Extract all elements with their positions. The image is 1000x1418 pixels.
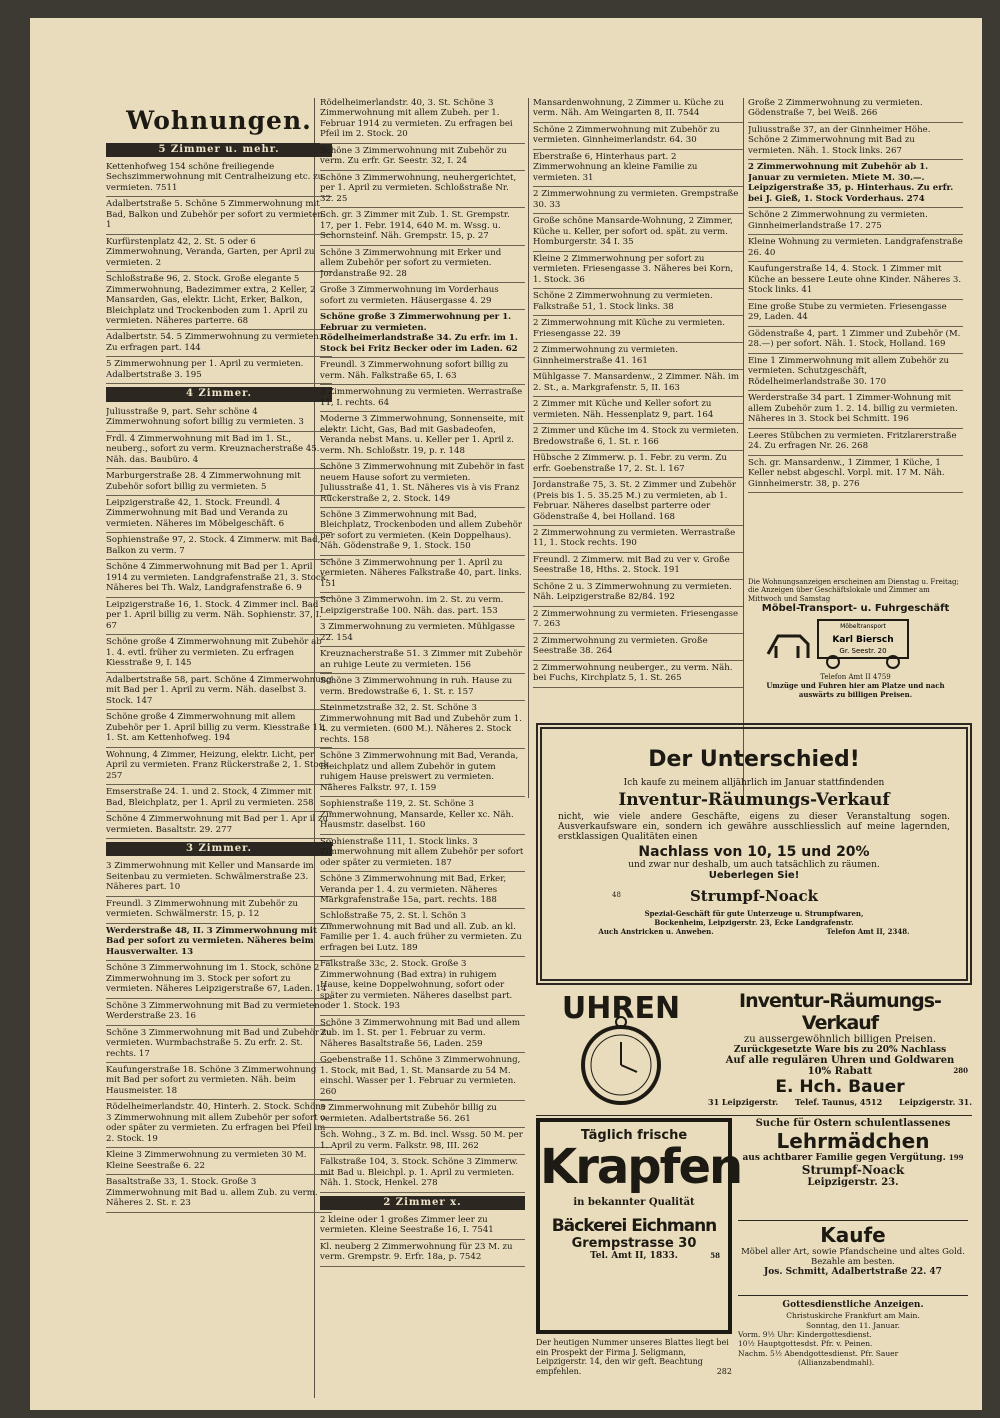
ad-phone-row: [540, 1251, 728, 1261]
ad-list: [748, 96, 963, 493]
notice-line: 10½ Hauptgottesdst. Pfr. v. Peinen.: [738, 1339, 873, 1349]
classified-ad: Gödenstraße 4, part. 1 Zimmer und Zubehör (M. 28.—) per sofort. Näh. 1. Stock, Holland. 169: [748, 327, 963, 354]
classified-ad: Schöne 3 Zimmerwohnung mit Bad und Zubehör zu vermieten. Wurmbachstraße 5. Zu erfr. 2. St. rechts. 17: [106, 1026, 332, 1063]
classified-ad: Große 2 Zimmerwohnung zu vermieten. Gödenstraße 7, bei Weiß. 266: [748, 96, 963, 123]
classified-ad: Schöne 3 Zimmerwohnung mit Zubehör zu verm. Zu erfr. Gr. Seestr. 32, I. 24: [320, 144, 525, 171]
lehrmaedchen-ad: [738, 1118, 968, 1221]
page-title: Wohnungen.: [126, 106, 312, 135]
notice-line: Nachm. 5½ Abendgottesdienst. Pfr. Sauer: [738, 1348, 899, 1358]
classified-ad: Jordanstraße 75, 3. St. 2 Zimmer und Zubehör (Preis bis 1. 5. 35.25 M.) zu vermieten, ab 1. Februar. Näheres daselbst parterre oder Gödenstraße 4, bei Holland. 168: [533, 478, 743, 526]
notice-title: Gottesdienstliche Anzeigen.: [782, 1300, 924, 1310]
ad-text: zu aussergewöhnlich billigen Preisen.: [743, 1034, 937, 1045]
classified-ad: Falkstraße 104, 3. Stock. Schöne 3 Zimmerw. mit Bad u. Bleichpl. p. 1. April zu vermieten. Näh. 1. Stock, Henkel. 278: [320, 1155, 525, 1192]
classified-ad: 2 Zimmerwohnung zu vermieten. Große Seestraße 38. 264: [533, 634, 743, 661]
bauer-ad: [536, 990, 972, 1116]
column-rule: [743, 98, 744, 798]
ad-firm: E. Hch. Bauer: [775, 1077, 905, 1097]
column-3: [533, 96, 743, 716]
krapfen-ad: [536, 1118, 742, 1334]
classified-ad: Marburgerstraße 28. 4 Zimmerwohnung mit Zubehör sofort billig zu vermieten. 5: [106, 469, 332, 496]
classified-ad: 2 kleine oder 1 großes Zimmer leer zu vermieten. Kleine Seestraße 16, I. 7541: [320, 1213, 525, 1240]
classified-ad: Wohnung, 4 Zimmer, Heizung, elektr. Licht, per April zu vermieten. Franz Rückerstraße 2, 1. Stock. 257: [106, 748, 332, 785]
ad-discount: 10% Rabatt: [807, 1066, 873, 1077]
ad-text: Bockenheim, Leipzigerstr. 23, Ecke Landgrafenstr.: [654, 918, 854, 927]
classified-ad: Freundl. 2 Zimmerw. mit Bad zu ver v. Große Seestraße 18, Hths. 2. Stock. 191: [533, 553, 743, 580]
ad-address: Leipzigerstr. 23.: [807, 1177, 899, 1188]
classified-ad: Schöne 4 Zimmerwohnung mit Bad per 1. April 1914 zu vermieten. Landgrafenstraße 21, 3. Stock. Näheres bei Th. Walz, Landgrafenstraße 6. 9: [106, 560, 332, 597]
ad-number: 47: [929, 1267, 942, 1277]
classified-ad: Sophienstraße 97, 2. Stock. 4 Zimmerw. mit Bad, Balkon zu verm. 7: [106, 533, 332, 560]
classified-ad: 2 Zimmerwohnung neuberger., zu verm. Näh. bei Fuchs, Kirchplatz 5, 1. St. 265: [533, 661, 743, 688]
classified-ad: Eberstraße 6, Hinterhaus part. 2 Zimmerwohnung an kleine Familie zu vermieten. 31: [533, 150, 743, 187]
classified-ad: Große 3 Zimmerwohnung im Vorderhaus sofort zu vermieten. Häusergasse 4. 29: [320, 283, 525, 310]
classified-ad: Sch. Wohng., 3 Z. m. Bd. incl. Wssg. 50 M. per 1. April zu verm. Falkstr. 98, III. 262: [320, 1128, 525, 1155]
classified-ad: Juliusstraße 9, part. Sehr schöne 4 Zimmerwohnung sofort billig zu vermieten. 3: [106, 405, 332, 432]
classified-ad: Schöne 2 Zimmerwohnung mit Zubehör zu vermieten. Ginnheimerlandstr. 64. 30: [533, 123, 743, 150]
ad-text: Täglich frische: [580, 1128, 688, 1143]
ad-text: Suche für Ostern schulentlassenes: [755, 1118, 951, 1129]
classified-ad: Kreuznacherstraße 51. 3 Zimmer mit Zubehör an ruhige Leute zu vermieten. 156: [320, 647, 525, 674]
classified-ad: Schloßstraße 75, 2. St. l. Schön 3 Zimmerwohnung mit Bad und all. Zub. an kl. Familie per 1. 4. auch früher zu vermieten. Zu erfragen bei Lutz. 189: [320, 909, 525, 957]
ad-number: 280: [953, 1066, 968, 1075]
classified-ad: Freundl. 3 Zimmerwohnung sofort billig zu verm. Näh. Falkstraße 65, I. 63: [320, 358, 525, 385]
classified-ad: 3 Zimmerwohnung zu vermieten. Mühlgasse 22. 154: [320, 620, 525, 647]
ad-number: 199: [948, 1153, 964, 1162]
ad-title: Der Unterschied!: [648, 747, 860, 772]
ad-list: [106, 859, 332, 1213]
classified-ad: Kleine 2 Zimmerwohnung per sofort zu vermieten. Friesengasse 3. Näheres bei Korn, 1. Stock. 36: [533, 252, 743, 289]
wagon-name: Karl Biersch: [832, 635, 894, 645]
ad-headline: Krapfen: [540, 1139, 742, 1195]
newspaper-page: [30, 18, 982, 1410]
ad-text: in bekannter Qualität: [573, 1197, 695, 1208]
ad-number: 282: [716, 1366, 732, 1376]
classified-ad: Schöne 3 Zimmerwohn. im 2. St. zu verm. Leipzigerstraße 100. Näh. das. part. 153: [320, 593, 525, 620]
classified-ad: Frdl. 4 Zimmerwohnung mit Bad im 1. St., neuberg., sofort zu verm. Kreuznacherstraße 45. Näh. das. Baubüro. 4: [106, 432, 332, 469]
classified-ad: Schöne 3 Zimmerwohnung mit Bad und allem Zub. im 1. St. per 1. Februar zu verm. Näheres Basaltstraße 56, Laden. 259: [320, 1016, 525, 1053]
classified-ad: Adalbertstraße 5. Schöne 5 Zimmerwohnung mit Bad, Balkon und Zubehör per sofort zu vermieten. 1: [106, 197, 332, 234]
classified-ad: Schöne große 4 Zimmerwohnung mit allem Zubehör per 1. April billig zu verm. Kiesstraße 11, 1. St. am Kettenhofweg. 194: [106, 710, 332, 747]
section-header: 5 Zimmer u. mehr.: [106, 143, 332, 157]
wagon-address: Gr. Seestr. 20: [839, 647, 887, 655]
ad-address: Leipzigerstr. 31.: [898, 1097, 972, 1107]
ad-phone: Telefon Amt II 4759: [820, 673, 891, 681]
classified-ad: 3 Zimmerwohnung mit Keller und Mansarde im Seitenbau zu vermieten. Schwälmerstraße 23. Näheres part. 10: [106, 859, 332, 896]
ad-text: Auf alle regulären Uhren und Goldwaren: [725, 1055, 955, 1066]
classified-ad: Schloßstraße 96, 2. Stock. Große elegante 5 Zimmerwohnung, Badezimmer extra, 2 Keller, 2 Mansarden, Gas, elektr. Licht, Erker, Balkon, Bleichplatz und Trockenboden zum 1. April zu vermieten. Näheres parterre. 68: [106, 272, 332, 330]
classified-ad: Adalbertstraße 58, part. Schöne 4 Zimmerwohnung mit Bad per 1. April zu verm. Näh. daselbst 3. Stock. 147: [106, 673, 332, 710]
classified-ad: Schöne 2 Zimmerwohnung zu vermieten. Falkstraße 51, 1. Stock links. 38: [533, 289, 743, 316]
uhren-lettering: UHREN: [561, 991, 681, 1026]
classified-ad: 2 Zimmer mit Küche und Keller sofort zu vermieten. Näh. Hessenplatz 9, part. 164: [533, 397, 743, 424]
notice-date: Sonntag, den 11. Januar.: [806, 1320, 900, 1330]
column-4: [748, 96, 963, 576]
classified-ad: Schöne 3 Zimmerwohnung mit Zubehör in fast neuem Hause sofort zu vermieten. Juliusstraße 41, 1. St. Näheres vis à vis Franz Rückerstraße 2, 2. Stock. 149: [320, 460, 525, 508]
ad-headline: Lehrmädchen: [776, 1129, 930, 1153]
ad-text: Möbel aller Art, sowie Pfandscheine und altes Gold. Bezahle am besten.: [741, 1247, 965, 1267]
ad-text: Zurückgesetzte Ware bis zu 20% Nachlass: [733, 1045, 947, 1055]
classified-ad: Schöne 3 Zimmerwohnung, neuhergerichtet, per 1. April zu vermieten. Schloßstraße Nr. 32. 25: [320, 171, 525, 208]
section-header: 2 Zimmer x.: [320, 1196, 525, 1210]
notice-subtitle: Christuskirche Frankfurt am Main.: [786, 1311, 920, 1321]
ad-discount: Nachlass von 10, 15 und 20%: [638, 844, 870, 860]
wagon-label: Möbeltransport: [840, 623, 886, 630]
publication-notice: Die Wohnungsanzeigen erscheinen am Dienstag u. Freitag; die Anzeigen über Geschäftslokale und Zimmer am Mittwoch und Samstag: [748, 578, 959, 603]
ad-text: aus achtbarer Familie gegen Vergütung.: [742, 1153, 946, 1163]
classified-ad: Schöne 3 Zimmerwohnung im 1. Stock, schöne 2 Zimmerwohnung im 3. Stock per sofort zu vermieten. Näheres Leipzigerstraße 67, Laden. 14: [106, 961, 332, 998]
classified-ad: Schöne 4 Zimmerwohnung mit Bad per 1. Apr il zu vermieten. Basaltstr. 29. 277: [106, 812, 332, 839]
classified-ad: Schöne 3 Zimmerwohnung mit Erker und allem Zubehör per sofort zu vermieten. Jordanstraße 92. 28: [320, 246, 525, 283]
classified-ad: Schöne 3 Zimmerwohnung in ruh. Hause zu verm. Bredowstraße 6, 1. St. r. 157: [320, 674, 525, 701]
column-rule: [528, 98, 529, 798]
pocket-watch-illustration: [536, 990, 706, 1115]
ad-text: Ich kaufe zu meinem alljährlich im Januar stattfindenden: [623, 778, 885, 788]
classified-ad: Schöne 3 Zimmerwohnung mit Bad, Bleichplatz, Trockenboden und allem Zubehör per sofort zu vermieten. (Kein Doppelhaus). Näh. Gödenstraße 9, 1. Stock. 150: [320, 508, 525, 556]
classified-ad: Schöne 2 Zimmerwohnung zu vermieten. Ginnheimerlandstraße 17. 275: [748, 208, 963, 235]
classified-ad: 3 Zimmerwohnung zu vermieten. Werrastraße 11, I. rechts. 64: [320, 385, 525, 412]
ad-text: Der heutigen Nummer unseres Blattes liegt bei ein Prospekt der Firma J. Seligmann, Leipzigerstr. 14, den wir geft. Beachtung empfehlen.: [536, 1338, 729, 1376]
ad-number: 48: [612, 891, 621, 899]
ad-text: und zwar nur deshalb, um auch tatsächlich zu räumen.: [628, 860, 880, 870]
classified-ad: 2 Zimmer und Küche im 4. Stock zu vermieten. Bredowstraße 6, 1. St. r. 166: [533, 424, 743, 451]
ad-address: 31 Leipzigerstr.: [708, 1097, 779, 1107]
seligmann-note: [536, 1338, 732, 1376]
ad-headline: Kaufe: [820, 1223, 886, 1247]
classified-ad: Rödelheimerlandstr. 40, 3. St. Schöne 3 Zimmerwohnung mit allem Zubeh. per 1. Februar 1914 zu vermieten. Zu erfragen bei Pfeil im 2. Stock. 20: [320, 96, 525, 144]
ad-address: Grempstrasse 30: [571, 1236, 697, 1251]
ad-firm: Jos. Schmitt, Adalbertstraße 22.: [764, 1267, 927, 1277]
classified-ad: Steinmetzstraße 32, 2. St. Schöne 3 Zimmerwohnung mit Bad und Zubehör zum 1. 4. zu vermieten. (600 M.). Näheres 2. Stock rechts. 158: [320, 701, 525, 749]
ad-text: Umzüge und Fuhren hier am Platze und nach auswärts zu billigen Preisen.: [766, 681, 945, 699]
ad-text: Ueberlegen Sie!: [708, 870, 800, 881]
classified-ad: Schöne 3 Zimmerwohnung mit Bad, Erker, Veranda per 1. 4. zu vermieten. Näheres Markgrafenstraße 15a, part. rechts. 188: [320, 872, 525, 909]
classified-ad: Sch. gr. Mansardenw., 1 Zimmer, 1 Küche, 1 Keller nebst abgeschl. Vorpl. mit. 17 M. Näh. Ginnheimerstr. 38, p. 276: [748, 456, 963, 493]
classified-ad: Schöne 3 Zimmerwohnung mit Bad, Veranda, Bleichplatz und allem Zubehör in gutem ruhigem Hause preiswert zu vermieten. Näheres Falkstr. 97, I. 159: [320, 749, 525, 797]
classified-ad: Kaufungerstraße 14, 4. Stock. 1 Zimmer mit Küche an bessere Leute ohne Kinder. Näheres 3. Stock links. 41: [748, 262, 963, 299]
ad-title: Inventur-Räumungs-Verkauf: [739, 990, 941, 1034]
classified-ad: Sophienstraße 119, 2. St. Schöne 3 Zimmerwohnung, Mansarde, Keller xc. Näh. Hausmstr. daselbst. 160: [320, 797, 525, 834]
ad-phone: Telef. Taunus, 4512: [795, 1097, 883, 1107]
classified-ad: Rödelheimerlandstr. 40, Hinterh. 2. Stock. Schöne 3 Zimmerwohnung mit allem Zubehör per sofort o. oder später zu vermieten. Zu erfragen bei Pfeil im 2. Stock. 19: [106, 1100, 332, 1148]
ad-text: Telefon Amt II, 2348.: [826, 927, 910, 936]
classified-ad: Emserstraße 24. 1. und 2. Stock, 4 Zimmer mit Bad, Bleichplatz, per 1. April zu vermieten. 258: [106, 785, 332, 812]
notice-line: Vorm. 9½ Uhr: Kindergottesdienst.: [738, 1330, 872, 1339]
noack-ad: [536, 723, 972, 985]
ad-firm: Bäckerei Eichmann: [551, 1216, 717, 1236]
classified-ad: Sophienstraße 111, 1. Stock links. 3 Zimmerwohnung mit allem Zubehör per sofort oder später zu vermieten. 187: [320, 835, 525, 872]
section-header: 4 Zimmer.: [106, 387, 332, 401]
ad-text: [708, 1066, 972, 1077]
ad-text: Spezial-Geschäft für gute Unterzeuge u. Strumpfwaren,: [644, 909, 864, 918]
classified-ad: Freundl. 3 Zimmerwohnung mit Zubehör zu vermieten. Schwälmerstr. 15, p. 12: [106, 897, 332, 924]
ad-text-row: [738, 1153, 968, 1163]
moving-company-ad: [748, 603, 963, 718]
classified-ad: Kl. neuberg 2 Zimmerwohnung für 23 M. zu verm. Grempstr. 9. Erfr. 18a, p. 7542: [320, 1240, 525, 1267]
classified-ad: Mansardenwohnung, 2 Zimmer u. Küche zu verm. Näh. Am Weingarten 8, II. 7544: [533, 96, 743, 123]
classified-ad: 2 Zimmerwohnung zu vermieten. Ginnheimerstraße 41. 161: [533, 343, 743, 370]
classified-ad: 5 Zimmerwohnung per 1. April zu vermieten. Adalbertstraße 3. 195: [106, 357, 332, 384]
classified-ad: Werderstraße 34 part. 1 Zimmer-Wohnung mit allem Zubehör zum 1. 2. 14. billig zu vermieten. Näheres in 3. Stock bei Schmitt. 196: [748, 391, 963, 428]
classified-ad: Schöne 3 Zimmerwohnung per 1. April zu vermieten. Näheres Falkstraße 40, part. links. 151: [320, 556, 525, 593]
classified-ad: Goebenstraße 11. Schöne 3 Zimmerwohnung, 1. Stock, mit Bad, 1. St. Mansarde zu 54 M. einschl. Wasser per 1. Februar zu vermieten. 260: [320, 1053, 525, 1101]
classified-ad: Schöne große 4 Zimmerwohnung mit Zubehör ab 1. 4. evtl. früher zu vermieten. Zu erfragen Kiesstraße 9, I. 145: [106, 635, 332, 672]
classified-ad: Schöne große 3 Zimmerwohnung per 1. Februar zu vermieten. Rödelheimerlandstraße 34. Zu erfr. im 1. Stock bei Fritz Becker oder im Laden. 62: [320, 310, 525, 358]
notice-line: (Allianzabendmahl).: [798, 1358, 875, 1368]
classified-ad: Schöne 2 u. 3 Zimmerwohnung zu vermieten. Näh. Leipzigerstraße 82/84. 192: [533, 580, 743, 607]
ad-list: [320, 1213, 525, 1267]
classified-ad: 2 Zimmerwohnung zu vermieten. Grempstraße 30. 33: [533, 187, 743, 214]
classified-ad: Moderne 3 Zimmerwohnung, Sonnenseite, mit elektr. Licht, Gas, Bad mit Gasbadeofen, Veranda nebst Mans. u. Keller per 1. April z. verm. Nh. Schloßstr. 19, p. r. 148: [320, 412, 525, 460]
ad-number: 58: [710, 1251, 720, 1260]
classified-ad: Sch. gr. 3 Zimmer mit Zub. 1. St. Grempstr. 17, per 1. Febr. 1914, 640 M. m. Wssg. u. Schornsteinf. Näh. Grempstr. 15, p. 27: [320, 208, 525, 245]
ad-title: Möbel-Transport- u. Fuhrgeschäft: [761, 603, 950, 614]
classified-ad: Basaltstraße 33, 1. Stock. Große 3 Zimmerwohnung mit Bad u. allem Zub. zu verm. Näheres 2. St. r. 23: [106, 1175, 332, 1212]
ad-firm-row: [738, 1267, 968, 1277]
classified-ad: Schöne 3 Zimmerwohnung mit Bad zu vermieten Werderstraße 23. 16: [106, 999, 332, 1026]
classified-ad: 2 Zimmerwohnung zu vermieten. Friesengasse 7. 263: [533, 607, 743, 634]
church-notices: [738, 1300, 968, 1368]
classified-ad: Falkstraße 33c, 2. Stock. Große 3 Zimmerwohnung (Bad extra) in ruhigem Hause, keine Doppelwohnung, sofort oder später zu vermieten. Näheres daselbst part. oder 1. Stock. 193: [320, 957, 525, 1015]
ad-firm: Strumpf-Noack: [801, 1163, 905, 1177]
classified-ad: 3 Zimmerwohnung mit Zubehör billig zu vermieten. Adalbertstraße 56. 261: [320, 1101, 525, 1128]
horse-wagon-illustration: [748, 614, 963, 669]
classified-ad: Juliusstraße 37, an der Ginnheimer Höhe. Schöne 2 Zimmerwohnung mit Bad zu vermieten. Näh. 1. Stock links. 267: [748, 123, 963, 160]
classified-ad: Eine große Stube zu vermieten. Friesengasse 29, Laden. 44: [748, 300, 963, 327]
classified-ad: 2 Zimmerwohnung mit Küche zu vermieten. Friesengasse 22. 39: [533, 316, 743, 343]
classified-ad: Leipzigerstraße 42, 1. Stock. Freundl. 4 Zimmerwohnung mit Bad und Veranda zu vermieten. Näheres im Möbelgeschäft. 6: [106, 496, 332, 533]
kaufe-ad: [738, 1223, 968, 1296]
classified-ad: Kurfürstenplatz 42, 2. St. 5 oder 6 Zimmerwohnung, Veranda, Garten, per April zu vermieten. 2: [106, 235, 332, 272]
ad-list: [320, 96, 525, 1193]
classified-ad: Kleine 3 Zimmerwohnung zu vermieten 30 M. Kleine Seestraße 6. 22: [106, 1148, 332, 1175]
column-1: [106, 106, 332, 1406]
ad-headline: Inventur-Räumungs-Verkauf: [618, 790, 890, 810]
classified-ad: Hübsche 2 Zimmerw. p. 1. Febr. zu verm. Zu erfr. Goebenstraße 17, 2. St. l. 167: [533, 451, 743, 478]
classified-ad: Leeres Stübchen zu vermieten. Fritzlarerstraße 24. Zu erfragen Nr. 26. 268: [748, 429, 963, 456]
classified-ad: 2 Zimmerwohnung zu vermieten. Werrastraße 11, 1. Stock rechts. 190: [533, 526, 743, 553]
ad-list: [533, 96, 743, 688]
column-2: [320, 96, 525, 1396]
ad-list: [106, 405, 332, 839]
classified-ad: Werderstraße 48, II. 3 Zimmerwohnung mit Bad per sofort zu vermieten. Näheres beim Hausverwalter. 13: [106, 924, 332, 961]
classified-ad: 2 Zimmerwohnung mit Zubehör ab 1. Januar zu vermieten. Miete M. 30.—. Leipzigerstraße 35, p. Hinterhaus. Zu erfr. bei J. Gieß, 1. Stock Vorderhaus. 274: [748, 160, 963, 208]
classified-ad: Kettenhofweg 154 schöne freiliegende Sechszimmerwohnung mit Centralheizung etc. zu vermieten. 7511: [106, 160, 332, 197]
classified-ad: Adalbertstr. 54. 5 Zimmerwohnung zu vermieten. Zu erfragen part. 144: [106, 330, 332, 357]
section-header: 3 Zimmer.: [106, 842, 332, 856]
ad-text: nicht, wie viele andere Geschäfte, eigens zu dieser Veranstaltung sogen. Ausverkaufsware ein, sondern ich gewähre ausschliesslich auf meine lagernden, erstklassigen Qualitäten einen: [558, 812, 950, 842]
classified-ad: Mühlgasse 7. Mansardenw., 2 Zimmer. Näh. im 2. St., a. Markgrafenstr. 5, II. 163: [533, 370, 743, 397]
ad-text: Auch Anstricken u. Anweben.: [598, 927, 714, 936]
ad-firm: Strumpf-Noack: [689, 887, 819, 905]
classified-ad: Eine 1 Zimmerwohnung mit allem Zubehör zu vermieten. Schutzgeschäft, Rödelheimerlandstraße 30. 170: [748, 354, 963, 391]
classified-ad: Kaufungerstraße 18. Schöne 3 Zimmerwohnung mit Bad per sofort zu vermieten. Näh. beim Hausmeister. 18: [106, 1063, 332, 1100]
ad-list: [106, 160, 332, 385]
classified-ad: Kleine Wohnung zu vermieten. Landgrafenstraße 26. 40: [748, 235, 963, 262]
classified-ad: Leipzigerstraße 16, 1. Stock. 4 Zimmer incl. Bad per 1. April billig zu verm. Näh. Sophienstr. 37, I. 67: [106, 598, 332, 635]
ad-phone: Tel. Amt II, 1833.: [590, 1251, 678, 1261]
classified-ad: Große schöne Mansarde-Wohnung, 2 Zimmer, Küche u. Keller, per sofort od. spät. zu verm. Homburgerstr. 34 I. 35: [533, 214, 743, 251]
